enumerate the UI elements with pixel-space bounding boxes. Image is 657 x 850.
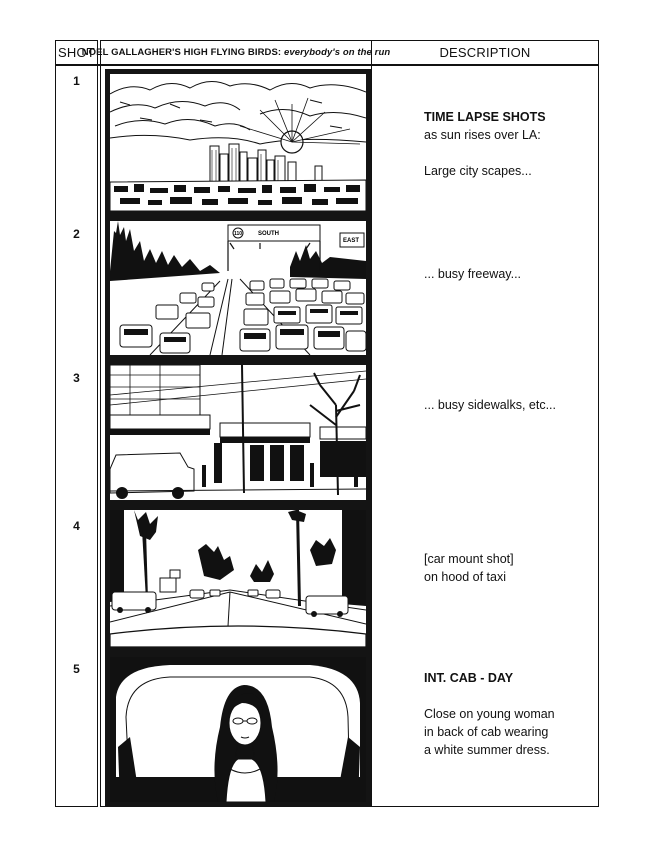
description-line: a white summer dress. — [424, 743, 550, 757]
panel-5-cab-interior — [105, 652, 371, 807]
description-line: in back of cab wearing — [424, 725, 549, 739]
panel-1-city-skyline — [105, 69, 371, 216]
description-line — [424, 144, 594, 162]
storyboard-title — [81, 40, 391, 65]
cab-interior-drawing — [110, 657, 366, 802]
shot-number: 4 — [73, 519, 80, 533]
shot-number: 2 — [73, 227, 80, 241]
shot-number: 1 — [73, 74, 80, 88]
storyboard-sheet — [55, 40, 599, 807]
panel-3-sidewalks — [105, 360, 371, 505]
shot-2-description — [424, 265, 594, 283]
description-line: on hood of taxi — [424, 570, 507, 584]
shot-1-description — [424, 108, 594, 180]
shot-5-description — [424, 669, 594, 759]
shot-column — [55, 40, 98, 807]
description-line: Close on young woman — [424, 707, 555, 721]
title-sub: everybody's on the run — [283, 47, 391, 58]
street-drawing — [110, 510, 366, 647]
description-line: Large city scapes... — [424, 164, 532, 178]
shot-number: 3 — [73, 371, 80, 385]
freeway-direction-sign: SOUTH — [258, 231, 279, 237]
freeway-exit-sign: EAST — [343, 238, 360, 244]
description-line: ... busy freeway... — [424, 267, 522, 281]
freeway-drawing — [110, 221, 366, 355]
description-line: [car mount shot] — [424, 552, 514, 566]
shot-3-description — [424, 396, 594, 414]
description-line: ... busy sidewalks, etc... — [424, 398, 556, 412]
title-main: NOEL GALLAGHER'S HIGH FLYING BIRDS: — [81, 47, 282, 58]
shot-1-title: TIME LAPSE SHOTS — [424, 110, 546, 124]
sidewalk-drawing — [110, 365, 366, 500]
city-skyline-drawing — [110, 74, 366, 211]
shot-4-description — [424, 550, 594, 586]
panel-4-car-mount — [105, 505, 371, 652]
panel-2-freeway — [105, 216, 371, 360]
shot-5-title: INT. CAB - DAY — [424, 671, 514, 685]
description-line — [424, 687, 594, 705]
taxi-hood — [110, 626, 366, 647]
freeway-route-sign: 110 — [233, 231, 243, 237]
shot-number: 5 — [73, 662, 80, 676]
shot-header: SHOT — [58, 45, 95, 60]
description-header: DESCRIPTION — [439, 45, 531, 60]
description-line: as sun rises over LA: — [424, 128, 541, 142]
